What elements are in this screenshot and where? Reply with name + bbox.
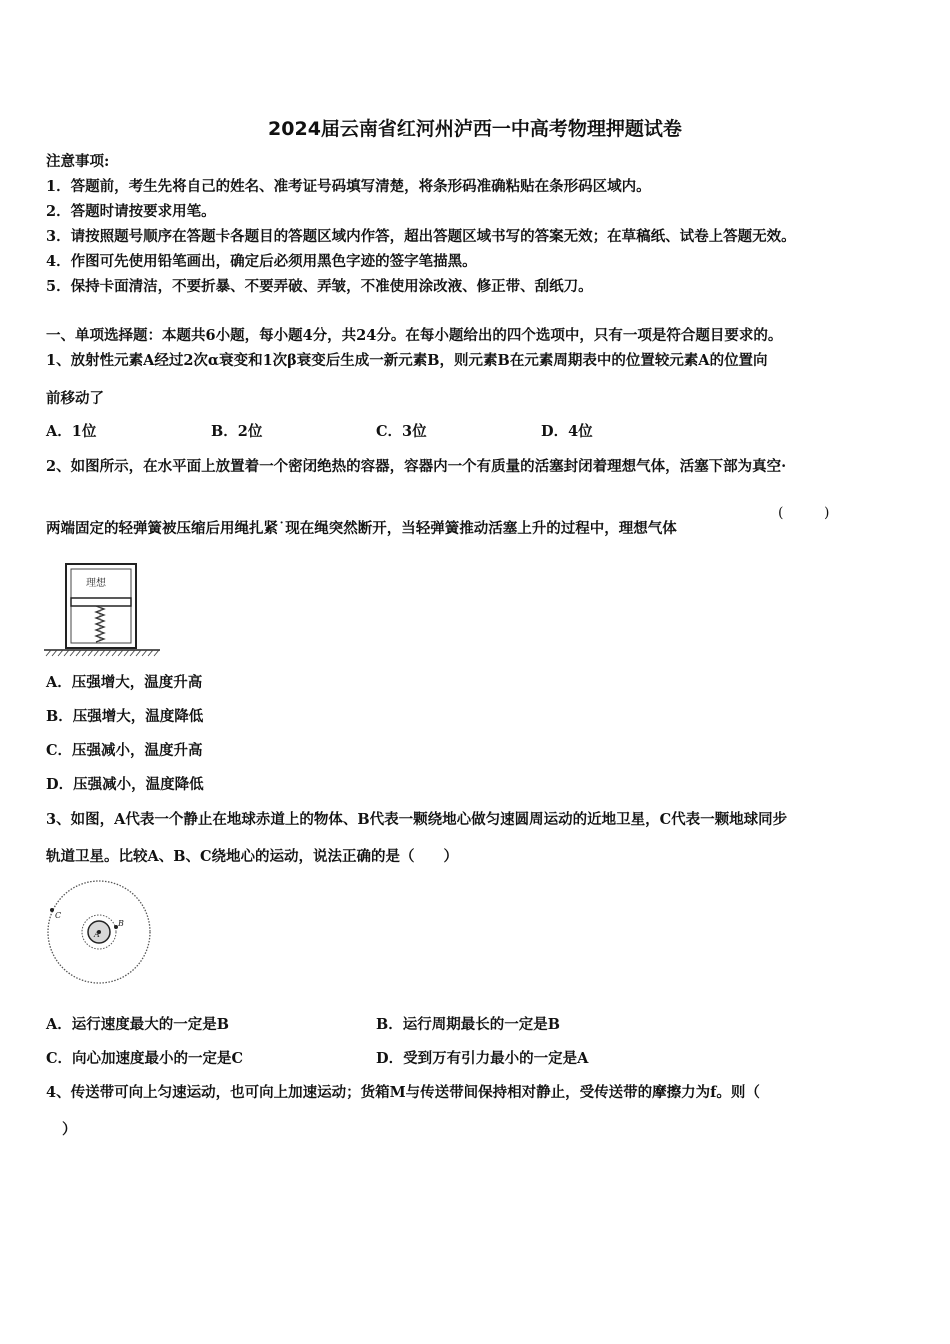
q2-option-d: D．压强减小，温度降低 — [46, 776, 204, 793]
piston-container-figure — [44, 560, 160, 660]
label-b: B — [118, 919, 124, 928]
notice-item: 4．作图可先使用铅笔画出，确定后必须用黑色字迹的签字笔描黑。 — [46, 253, 477, 270]
question-3-text-cont: 轨道卫星。比较A、B、C绕地心的运动，说法正确的是（ ） — [46, 848, 459, 865]
q3-option-d: D．受到万有引力最小的一定是A — [376, 1050, 589, 1067]
label-a: A — [94, 930, 100, 939]
notice-item: 5．保持卡面清洁，不要折暴、不要弄破、弄皱，不准使用涂改液、修正带、刮纸刀。 — [46, 278, 593, 295]
question-2-text: 2、如图所示，在水平面上放置着一个密闭绝热的容器，容器内一个有质量的活塞封闭着理想气体，活塞下部为真空· — [46, 458, 787, 475]
satellite-c — [50, 908, 54, 912]
q1-option-d: D．4位 — [541, 423, 593, 440]
notice-item: 2．答题时请按要求用笔。 — [46, 203, 216, 220]
page-title: 2024届云南省红河州泸西一中高考物理押题试卷 — [268, 118, 682, 140]
q1-option-b: B．2位 — [211, 423, 263, 440]
notice-item: 3．请按照题号顺序在答题卡各题目的答题区域内作答，超出答题区域书写的答案无效；在草稿纸、试卷上答题无效。 — [46, 228, 796, 245]
question-4-text-cont: ） — [62, 1121, 77, 1138]
notice-heading: 注意事项: — [46, 153, 110, 170]
section-heading: 一、单项选择题：本题共6小题，每小题4分，共24分。在每小题给出的四个选项中，只有一项是符合题目要求的。 — [46, 327, 783, 344]
q3-option-c: C．向心加速度最小的一定是C — [46, 1050, 244, 1067]
q1-option-a: A．1位 — [46, 423, 97, 440]
question-3-text: 3、如图，A代表一个静止在地球赤道上的物体、B代表一颗绕地心做匀速圆周运动的近地卫星，C代表一颗地球同步 — [46, 811, 788, 828]
answer-paren-close: ) — [824, 505, 830, 521]
q3-option-b: B．运行周期最长的一定是B — [376, 1016, 561, 1033]
q2-option-a: A．压强增大，温度升高 — [46, 674, 203, 691]
q3-option-a: A．运行速度最大的一定是B — [46, 1016, 230, 1033]
question-2-text-cont: 两端固定的轻弹簧被压缩后用绳扎紧˙现在绳突然断开，当轻弹簧推动活塞上升的过程中，理想气体 — [46, 520, 677, 537]
q1-option-c: C．3位 — [376, 423, 427, 440]
question-1-text: 1、放射性元素A经过2次α衰变和1次β衰变后生成一新元素B，则元素B在元素周期表中的位置较元素A的位置向 — [46, 352, 768, 369]
gas-label: 理想 — [86, 578, 106, 589]
question-4-text: 4、传送带可向上匀速运动，也可向上加速运动；货箱M与传送带间保持相对静止，受传送带的摩擦力为f。则（ — [46, 1084, 760, 1101]
answer-paren-open: ( — [778, 505, 784, 521]
question-1-text-cont: 前移动了 — [46, 390, 104, 407]
label-c: C — [55, 911, 62, 920]
orbit-figure — [44, 878, 156, 988]
q2-option-c: C．压强减小，温度升高 — [46, 742, 203, 759]
q2-option-b: B．压强增大，温度降低 — [46, 708, 204, 725]
notice-item: 1．答题前，考生先将自己的姓名、准考证号码填写清楚，将条形码准确粘贴在条形码区域内。 — [46, 178, 651, 195]
ground-hatching — [46, 650, 159, 656]
